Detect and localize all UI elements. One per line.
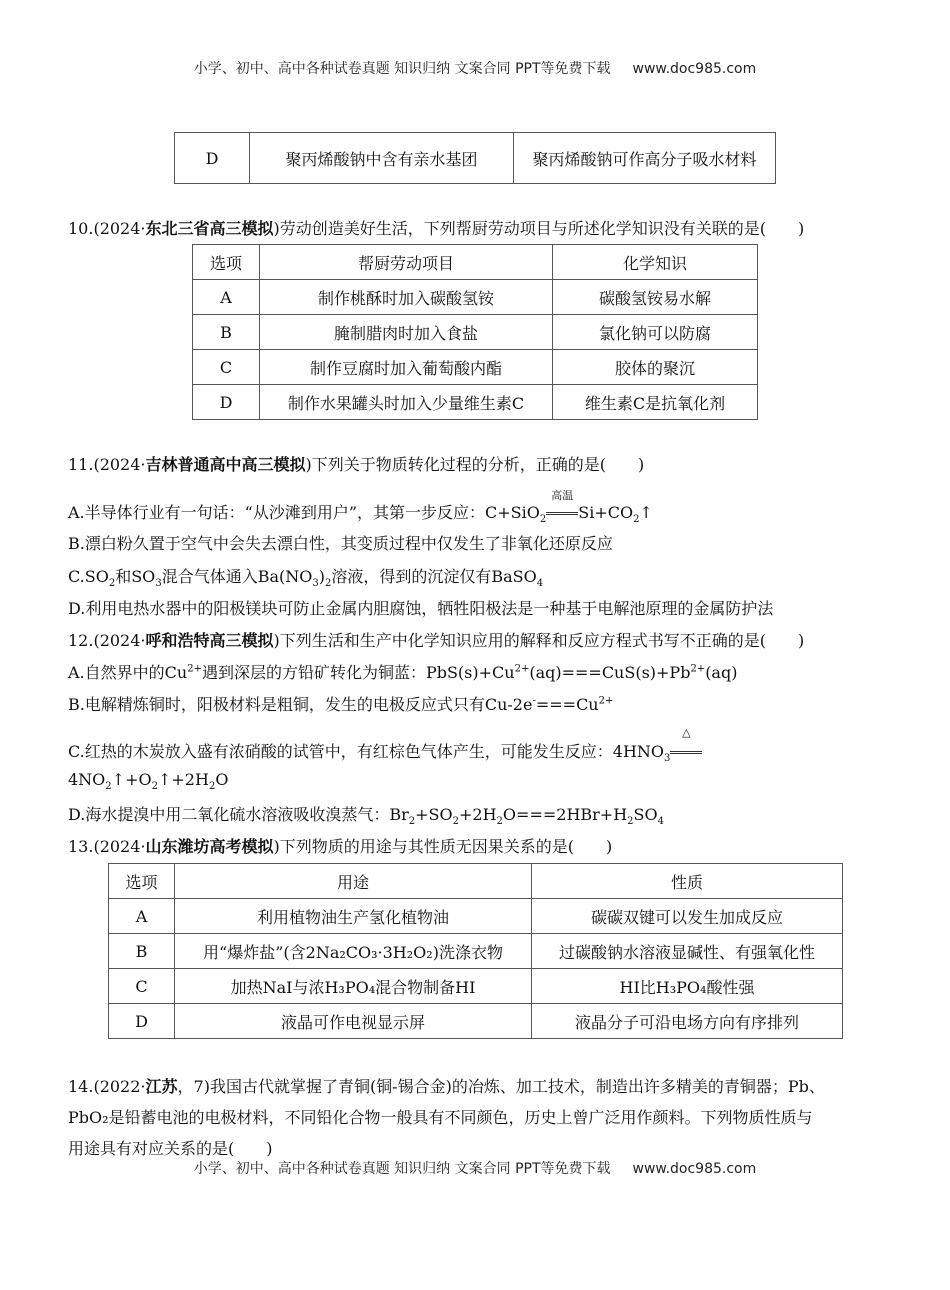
table-row bbox=[109, 934, 843, 969]
table-header-row bbox=[109, 864, 843, 899]
table-header: 选项 bbox=[109, 864, 175, 899]
table-cell: A bbox=[193, 280, 260, 315]
table-cell: 聚丙烯酸钠中含有亲水基团 bbox=[250, 133, 514, 184]
table-header: 性质 bbox=[532, 864, 843, 899]
table-row bbox=[193, 350, 758, 385]
question-11-stem: 11.(2024·吉林普通高中高三模拟)下列关于物质转化过程的分析，正确的是( ) bbox=[68, 455, 645, 474]
table-cell: B bbox=[193, 315, 260, 350]
question-14-line-2: PbO₂是铅蓄电池的电极材料，不同铅化合物一般具有不同颜色，历史上曾广泛用作颜料。下列物质性质与 bbox=[68, 1108, 813, 1127]
table-cell: D bbox=[175, 133, 250, 184]
table-row bbox=[109, 1004, 843, 1039]
question-10-table bbox=[192, 244, 758, 420]
table-cell: A bbox=[109, 899, 175, 934]
header-text: 小学、初中、高中各种试卷真题 知识归纳 文案合同 PPT等免费下载 bbox=[193, 61, 611, 77]
table-header-row bbox=[193, 245, 758, 280]
table-row bbox=[109, 899, 843, 934]
table-cell: 碳碳双键可以发生加成反应 bbox=[532, 899, 843, 934]
table-cell: C bbox=[193, 350, 260, 385]
table-header: 帮厨劳动项目 bbox=[260, 245, 553, 280]
top-table bbox=[174, 132, 776, 184]
reaction-condition: △ bbox=[670, 742, 702, 761]
table-cell: 腌制腊肉时加入食盐 bbox=[260, 315, 553, 350]
question-12-option-d: D.海水提溴中用二氧化硫水溶液吸收溴蒸气：$Br_2+SO_2+2H_2O===2HBr+H_2SO_4$ bbox=[68, 805, 664, 828]
table-cell: C bbox=[109, 969, 175, 1004]
table-cell: D bbox=[109, 1004, 175, 1039]
question-12-option-c-cont: $4NO_2↑+O_2↑+2H_2O$ bbox=[68, 770, 229, 793]
table-cell: 制作水果罐头时加入少量维生素C bbox=[260, 385, 553, 420]
question-13-stem: 13.(2024·山东潍坊高考模拟)下列物质的用途与其性质无因果关系的是( ) bbox=[68, 837, 613, 856]
table-row bbox=[193, 385, 758, 420]
page-footer bbox=[0, 1158, 950, 1178]
question-14-line-3: 用途具有对应关系的是( ) bbox=[68, 1139, 273, 1158]
table-header: 用途 bbox=[175, 864, 532, 899]
table-cell: 利用植物油生产氢化植物油 bbox=[175, 899, 532, 934]
table-cell: 维生素C是抗氧化剂 bbox=[553, 385, 758, 420]
table-cell: 用“爆炸盐”(含2Na₂CO₃·3H₂O₂)洗涤衣物 bbox=[175, 934, 532, 969]
table-cell: 制作桃酥时加入碳酸氢铵 bbox=[260, 280, 553, 315]
table-cell: 胶体的聚沉 bbox=[553, 350, 758, 385]
table-cell: 过碳酸钠水溶液显碱性、有强氧化性 bbox=[532, 934, 843, 969]
header-url[interactable]: www.doc985.com bbox=[632, 61, 757, 77]
table-cell: 液晶分子可沿电场方向有序排列 bbox=[532, 1004, 843, 1039]
question-13-table bbox=[108, 863, 843, 1039]
table-cell: D bbox=[193, 385, 260, 420]
table-header: 化学知识 bbox=[553, 245, 758, 280]
question-12-stem: 12.(2024·呼和浩特高三模拟)下列生活和生产中化学知识应用的解释和反应方程式书写不正确的是( ) bbox=[68, 631, 805, 650]
table-cell: B bbox=[109, 934, 175, 969]
question-12-option-b: B.电解精炼铜时，阳极材料是粗铜，发生的电极反应式只有$Cu-2e^-===Cu^{2+}$ bbox=[68, 695, 614, 714]
question-10-stem: 10.(2024·东北三省高三模拟)劳动创造美好生活，下列帮厨劳动项目与所述化学知识没有关联的是( ) bbox=[68, 219, 805, 238]
footer-url[interactable]: www.doc985.com bbox=[632, 1161, 757, 1177]
table-row bbox=[193, 315, 758, 350]
question-11-option-c: $C.SO_2$和$SO_3$混合气体通入$Ba(NO_3)_2$溶液，得到的沉淀仅有BaSO$_4$ bbox=[68, 567, 544, 590]
reaction-condition: 高温 bbox=[546, 503, 578, 522]
question-14-stem: 14.(2022·江苏，7)我国古代就掌握了青铜(铜-锡合金)的冶炼、加工技术，制造出许多精美的青铜器；Pb、 bbox=[68, 1077, 825, 1096]
table-cell: 制作豆腐时加入葡萄酸内酯 bbox=[260, 350, 553, 385]
table-cell: 液晶可作电视显示屏 bbox=[175, 1004, 532, 1039]
table-cell: 氯化钠可以防腐 bbox=[553, 315, 758, 350]
table-row bbox=[175, 133, 776, 184]
question-12-option-c: C.红热的木炭放入盛有浓硝酸的试管中，有红棕色气体产生，可能发生反应：$4HNO_3$ △ bbox=[68, 739, 702, 764]
page-header bbox=[0, 58, 950, 78]
table-row bbox=[193, 280, 758, 315]
footer-text: 小学、初中、高中各种试卷真题 知识归纳 文案合同 PPT等免费下载 bbox=[193, 1161, 611, 1177]
question-11-option-b: B.漂白粉久置于空气中会失去漂白性，其变质过程中仅发生了非氧化还原反应 bbox=[68, 534, 613, 553]
question-11-option-a: A.半导体行业有一句话：“从沙滩到用户”，其第一步反应：C+SiO$_2$ 高温 $Si+CO_2↑$ bbox=[68, 489, 653, 526]
table-cell: 碳酸氢铵易水解 bbox=[553, 280, 758, 315]
table-cell: 聚丙烯酸钠可作高分子吸水材料 bbox=[514, 133, 776, 184]
table-row bbox=[109, 969, 843, 1004]
question-11-option-d: D.利用电热水器中的阳极镁块可防止金属内胆腐蚀，牺牲阳极法是一种基于电解池原理的金属防护法 bbox=[68, 599, 774, 618]
table-cell: 加热NaI与浓H₃PO₄混合物制备HI bbox=[175, 969, 532, 1004]
table-header: 选项 bbox=[193, 245, 260, 280]
table-cell: HI比H₃PO₄酸性强 bbox=[532, 969, 843, 1004]
question-12-option-a: A.自然界中的$Cu^{2+}$遇到深层的方铅矿转化为铜蓝：$PbS(s)+Cu^{2+}(aq)===CuS(s)+Pb^{2+}(aq)$ bbox=[68, 663, 738, 682]
